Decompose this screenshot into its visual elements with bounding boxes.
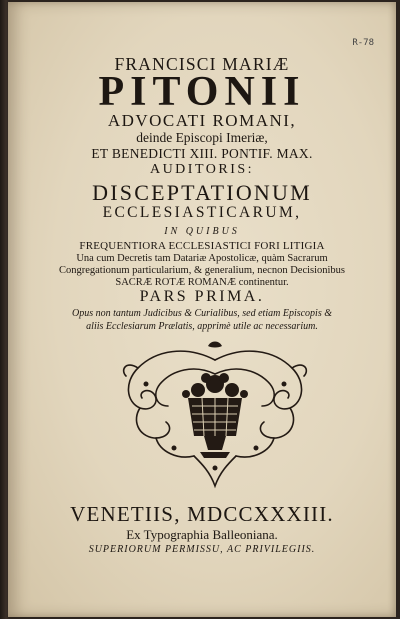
description-line-4: SACRÆ ROTÆ ROMANÆ continentur. — [115, 277, 289, 288]
description-line-3: Congregationum particularium, & generalium, necnon Decisionibus — [58, 265, 346, 276]
handwritten-annotation: R-78 — [352, 38, 374, 48]
book-title-sub: ECCLESIASTICARUM, — [102, 204, 302, 221]
audience-line-2: aliis Ecclesiarum Prælatis, apprimè utile ac necessarium. — [86, 321, 318, 332]
author-surname: PITONII — [98, 69, 306, 115]
title-page — [8, 2, 396, 617]
in-quibus: IN QUIBUS — [164, 226, 240, 237]
part-label: PARS PRIMA. — [139, 288, 265, 305]
author-pope: ET BENEDICTI XIII. PONTIF. MAX. — [91, 146, 313, 161]
imprint-place-date: VENETIIS, MDCCXXXIII. — [70, 502, 334, 526]
author-bishopric: deinde Episcopi Imeriæ, — [136, 130, 268, 145]
printers-ornament-icon — [116, 340, 314, 490]
audience-line-1: Opus non tantum Judicibus & Curialibus, sed etiam Episcopis & — [72, 308, 332, 319]
description-line-2: Una cum Decretis tam Datariæ Apostolicæ, quàm Sacrarum — [76, 253, 328, 264]
author-title: ADVOCATI ROMANI, — [107, 111, 297, 130]
description-line-1: FREQUENTIORA ECCLESIASTICI FORI LITIGIA — [79, 240, 325, 252]
author-first-names: FRANCISCI MARIÆ — [114, 54, 290, 74]
book-title-main: DISCEPTATIONUM — [92, 180, 312, 205]
author-office: AUDITORIS: — [149, 162, 255, 177]
imprint-privilege: SUPERIORUM PERMISSU, AC PRIVILEGIIS. — [88, 544, 316, 555]
imprint-printer: Ex Typographia Balleoniana. — [126, 527, 278, 542]
